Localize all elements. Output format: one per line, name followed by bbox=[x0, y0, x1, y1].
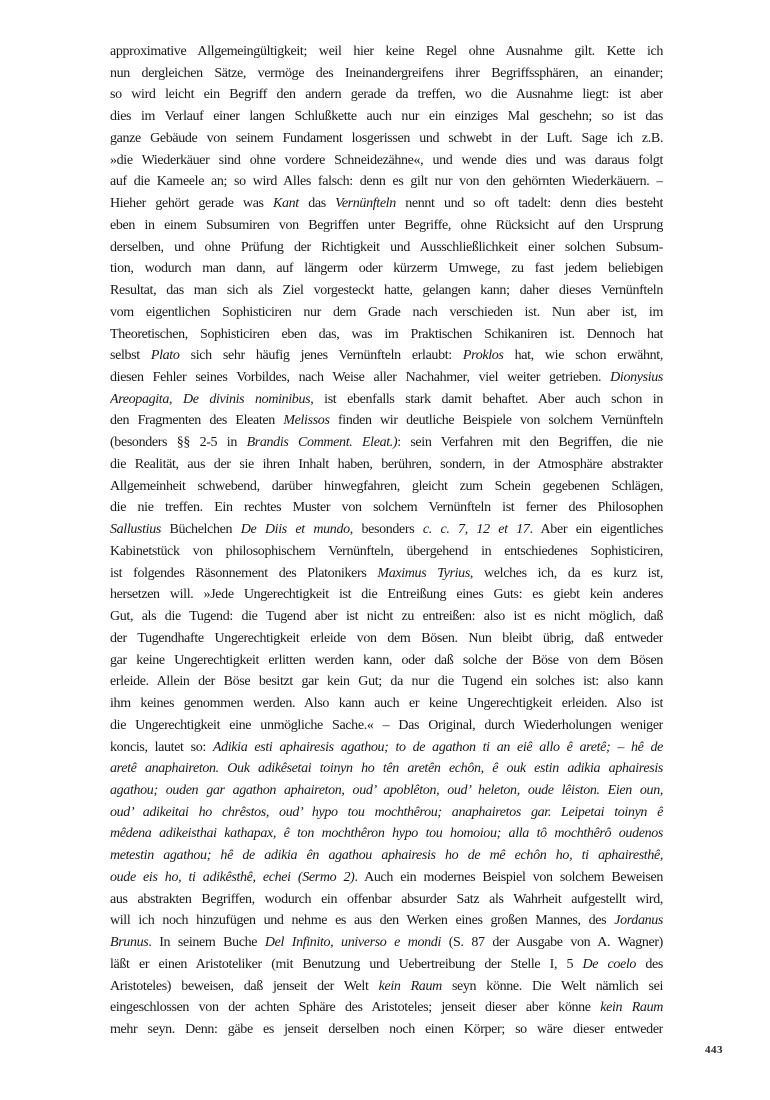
text-line: Theoretischen, Sophisticiren eben das, was im Praktischen Schikaniren ist. Dennoch hat bbox=[110, 326, 663, 342]
text-line: selbst Plato sich sehr häufig jenes Vernünfteln erlaubt: Proklos hat, wie schon erwähnt, bbox=[110, 348, 663, 364]
text-line: koncis, lautet so: Adikia esti aphairesis agathou; to de agathon ti an eiê allo ê aretê; – hê de bbox=[110, 739, 663, 755]
text-line: eben in einem Subsumiren von Begriffen unter Begriffe, ohne Rücksicht auf den Ursprung bbox=[110, 217, 663, 233]
text-line: »die Wiederkäuer sind ohne vordere Schneidezähne«, und wende dies und was daraus folgt bbox=[110, 152, 663, 168]
text-line: (besonders §§ 2-5 in Brandis Comment. Eleat.): sein Verfahren mit den Begriffen, die nie bbox=[110, 435, 663, 451]
text-line: ganze Gebäude von seinem Fundament losgerissen und schwebt in der Luft. Sage ich z.B. bbox=[110, 130, 663, 146]
text-line: metestin agathou; hê de adikia ên agathou aphairesis ho de mê echôn ho, ti aphairesthê, bbox=[110, 848, 663, 864]
text-line: vom eigentlichen Sophisticiren nur dem Grade nach verschieden ist. Nun aber ist, im bbox=[110, 304, 663, 320]
text-line: Aristoteles) beweisen, daß jenseit der Welt kein Raum seyn könne. Die Welt nämlich sei bbox=[110, 978, 663, 994]
text-line: auf die Kameele an; so wird Alles falsch: denn es gilt nur von den gehörnten Wiederkäuern. – bbox=[110, 174, 663, 190]
text-line: Hieher gehört gerade was Kant das Vernünfteln nennt und so oft tadelt: denn dies besteht bbox=[110, 196, 663, 212]
text-line: mehr seyn. Denn: gäbe es jenseit derselben noch einen Körper; so wäre dieser entweder bbox=[110, 1022, 663, 1038]
text-line: die Ungerechtigkeit eine unmögliche Sache.« – Das Original, durch Wiederholungen weniger bbox=[110, 717, 663, 733]
text-line: oude eis ho, ti adikêsthê, echei (Sermo 2). Auch ein modernes Beispiel von solchem Beweisen bbox=[110, 869, 663, 885]
text-line: erleide. Allein der Böse besitzt gar kein Gut; da nur die Tugend ein solches ist: also kann bbox=[110, 674, 663, 690]
page-text bbox=[110, 41, 663, 1041]
text-line: diesen Fehler seines Vorbildes, nach Weise aller Nachahmer, viel weiter getrieben. Dionysius bbox=[110, 370, 663, 386]
text-line: dies im Verlauf einer langen Schlußkette auch nur ein einziges Mal geschehn; so ist das bbox=[110, 109, 663, 125]
text-line: ihm keines genommen werden. Also kann auch er keine Ungerechtigkeit erleiden. Also ist bbox=[110, 696, 663, 712]
text-line: hersetzen will. »Jede Ungerechtigkeit ist die Entreißung eines Guts: es giebt kein anderes bbox=[110, 587, 663, 603]
text-line: die nie treffen. Ein rechtes Muster von solchem Vernünfteln ist ferner des Philosophen bbox=[110, 500, 663, 516]
text-line: so wird leicht ein Begriff den andern gerade da treffen, wo die Ausnahme liegt: ist aber bbox=[110, 87, 663, 103]
text-line: derselben, und ohne Prüfung der Richtigkeit und Ausschließlichkeit einer solchen Subsum- bbox=[110, 239, 663, 255]
text-line: oud’ adikeitai ho chrêstos, oud’ hypo tou mochthêrou; anaphairetos gar. Leipetai toinyn ê bbox=[110, 804, 663, 820]
text-line: die Realität, aus der sie ihren Inhalt haben, berühren, sondern, in der Atmosphäre abstrakter bbox=[110, 456, 663, 472]
text-line: approximative Allgemeingültigkeit; weil hier keine Regel ohne Ausnahme gilt. Kette ich bbox=[110, 44, 663, 59]
page-number: 443 bbox=[705, 1044, 723, 1056]
text-line: läßt er einen Aristoteliker (mit Benutzung und Uebertreibung der Stelle I, 5 De coelo des bbox=[110, 956, 663, 972]
text-line: Areopagita, De divinis nominibus, ist ebenfalls stark damit behaftet. Aber auch schon in bbox=[110, 391, 663, 407]
text-line: der Tugendhafte Ungerechtigkeit erleide von dem Bösen. Nun bleibt übrig, daß entweder bbox=[110, 630, 663, 646]
text-line: den Fragmenten des Eleaten Melissos finden wir deutliche Beispiele von solchem Vernünfteln bbox=[110, 413, 663, 429]
text-line: Resultat, das man sich als Ziel vorgesteckt hatte, gelangen kann; daher dieses Vernünfteln bbox=[110, 283, 663, 299]
text-line: Allgemeinheit schwebend, darüber hinwegfahren, gleicht zum Schein gegebenen Schlägen, bbox=[110, 478, 663, 494]
text-line: nun dergleichen Sätze, vermöge des Ineinandergreifens ihrer Begriffssphären, an einander; bbox=[110, 65, 663, 81]
text-line: Brunus. In seinem Buche Del Infinito, universo e mondi (S. 87 der Ausgabe von A. Wagner) bbox=[110, 935, 663, 951]
text-line: Gut, als die Tugend: die Tugend aber ist nicht zu entreißen: also ist es nicht möglich, daß bbox=[110, 609, 663, 625]
text-line: tion, wodurch man dann, auf längerm oder kürzerm Umwege, zu fast jedem beliebigen bbox=[110, 261, 663, 277]
text-line: will ich noch hinzufügen und nehme es aus den Werken eines großen Mannes, des Jordanus bbox=[110, 913, 663, 929]
text-line: Kabinetstück von philosophischem Vernünfteln, übergehend in entschiedenes Sophisticiren, bbox=[110, 543, 663, 559]
text-line: agathou; ouden gar agathon aphaireton, oud’ apoblêton, oud’ heleton, oude lêiston. Eien oun, bbox=[110, 782, 663, 798]
text-line: eingeschlossen von der achten Sphäre des Aristoteles; jenseit dieser aber könne kein Raum bbox=[110, 1000, 663, 1016]
text-line: ist folgendes Räsonnement des Platonikers Maximus Tyrius, welches ich, da es kurz ist, bbox=[110, 565, 663, 581]
text-line: aretê anaphaireton. Ouk adikêsetai toinyn ho tên aretên echôn, ê ouk estin adikia aphairesis bbox=[110, 761, 663, 777]
text-line: gar keine Ungerechtigkeit erlitten werden kann, oder daß solche der Böse von dem Bösen bbox=[110, 652, 663, 668]
text-line: mêdena adikeisthai kathapax, ê ton mochthêron hypo tou homoiou; alla tô mochthêrô oudenos bbox=[110, 826, 663, 842]
text-line: Sallustius Büchelchen De Diis et mundo, besonders c. c. 7, 12 et 17. Aber ein eigentliches bbox=[110, 522, 663, 538]
text-line: aus abstrakten Begriffen, wodurch ein offenbar absurder Satz als Wahrheit aufgestellt wird, bbox=[110, 891, 663, 907]
